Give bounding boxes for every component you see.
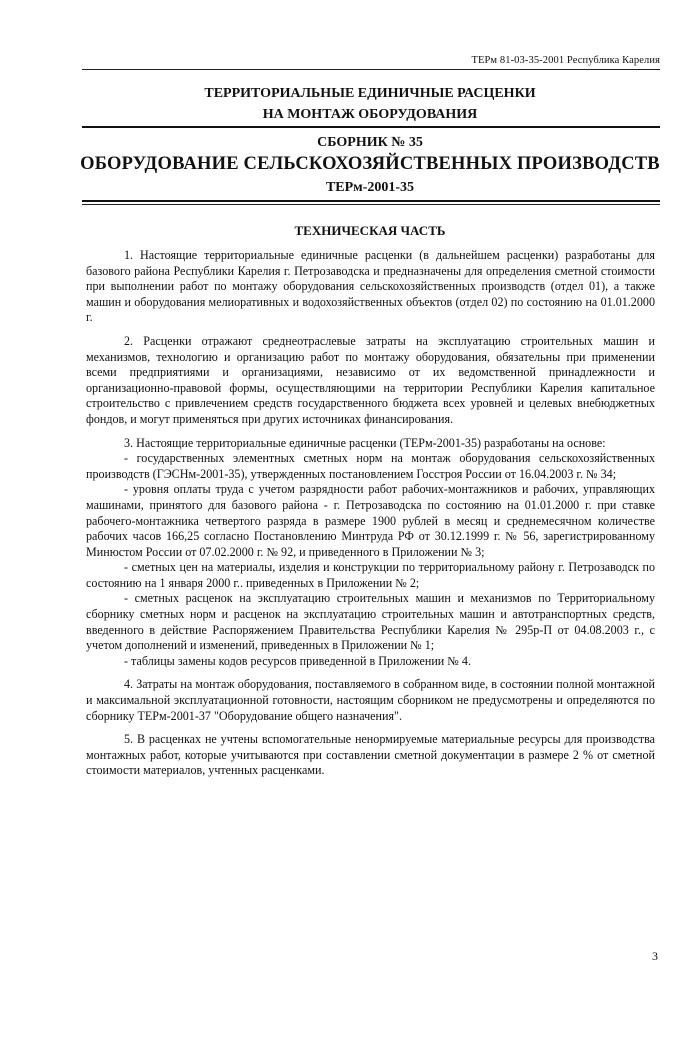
paragraph-5: 5. В расценках не учтены вспомогательные ненормируемые материальные ресурсы для производства монтажных работ, которые учитываются при составлении сметной документации в размере 2 % от сметной стоимости материалов, учтенных расценками. [86,732,655,778]
basis-item-2: - уровня оплаты труда с учетом разрядности работ рабочих-монтажников и рабочих, управляющих машинами, принятого для базового района - г. Петрозаводска по состоянию на 01.01.2000 г. при ставке рабочего-монтажника четвертого разряда в размере 1900 рублей в месяц и среднемесячном количестве рабочих часов 166,25 согласно Постановлению Минтруда РФ от 30.12.1999 г. № 56, зарегистрированному Минюстом России от 07.02.2000 г. № 92, и приведенного в Приложении № 3; [86,482,655,559]
document-reference: ТЕРм 81-03-35-2001 Республика Карелия [471,55,660,66]
code-rule-top [82,200,660,202]
collection-title: ОБОРУДОВАНИЕ СЕЛЬСКОХОЗЯЙСТВЕННЫХ ПРОИЗВОДСТВ [80,154,660,174]
paragraph-4: 4. Затраты на монтаж оборудования, поставляемого в собранном виде, в состоянии полной монтажной и максимальной эксплуатационной готовности, настоящим сборником не предусмотрены и определяются по сборнику ТЕРм-2001-37 "Оборудование общего назначения". [86,677,655,723]
code-rule-bottom [82,204,660,205]
paragraph-1: 1. Настоящие территориальные единичные расценки (в дальнейшем расценки) разработаны для базового района Республики Карелия г. Петрозаводска и предназначены для определения сметной стоимости при выполнении работ по монтажу оборудования сельскохозяйственных производств (отдел 01), а также машин и оборудования мелиоративных и водохозяйственных объектов (отдел 02) по состоянию на 01.01.2000 г. [86,248,655,325]
section-heading: ТЕХНИЧЕСКАЯ ЧАСТЬ [294,223,446,238]
collection-number: СБОРНИК № 35 [317,135,423,150]
page-number: 3 [652,949,658,963]
collection-code: ТЕРм-2001-35 [325,180,415,195]
paragraph-3-intro: 3. Настоящие территориальные единичные расценки (ТЕРм-2001-35) разработаны на основе: [124,435,606,450]
basis-item-4: - сметных расценок на эксплуатацию строительных машин и механизмов по Территориальному сборнику сметных норм и расценок на эксплуатацию строительных машин и автотранспортных средств, введенного в действие Распоряжением Правительства Республики Карелия № 295р-П от 04.08.2003 г., с учетом дополнений и изменений, приведенных в Приложении № 1; [86,591,655,653]
title-line-2: НА МОНТАЖ ОБОРУДОВАНИЯ [262,107,478,122]
technical-part-body [86,248,655,779]
basis-item-3: - сметных цен на материалы, изделия и конструкции по территориальному району г. Петрозаводск по состоянию на 1 января 2000 г.. приведенных в Приложении № 2; [86,560,655,590]
basis-item-1: - государственных элементных сметных норм на монтаж оборудования сельскохозяйственных производств (ГЭСНм-2001-35), утвержденных постановлением Госстроя России от 16.04.2003 г. № 34; [86,451,655,481]
paragraph-2: 2. Расценки отражают среднеотраслевые затраты на эксплуатацию строительных машин и механизмов, технологию и организацию работ по монтажу оборудования, обязательны при применении всеми предприятиями и организациями, независимо от их ведомственной принадлежности и организационно-правовой формы, осуществляющими на территории Республики Карелия капитальное строительство с привлечением средств государственного бюджета всех уровней и целевых внебюджетных фондов, и могут применяться при других источниках финансирования. [86,333,655,426]
header-rule [82,69,660,70]
basis-item-5: - таблицы замены кодов ресурсов приведенной в Приложении № 4. [124,653,471,668]
title-line-1: ТЕРРИТОРИАЛЬНЫЕ ЕДИНИЧНЫЕ РАСЦЕНКИ [204,86,536,101]
title-rule [82,126,660,128]
